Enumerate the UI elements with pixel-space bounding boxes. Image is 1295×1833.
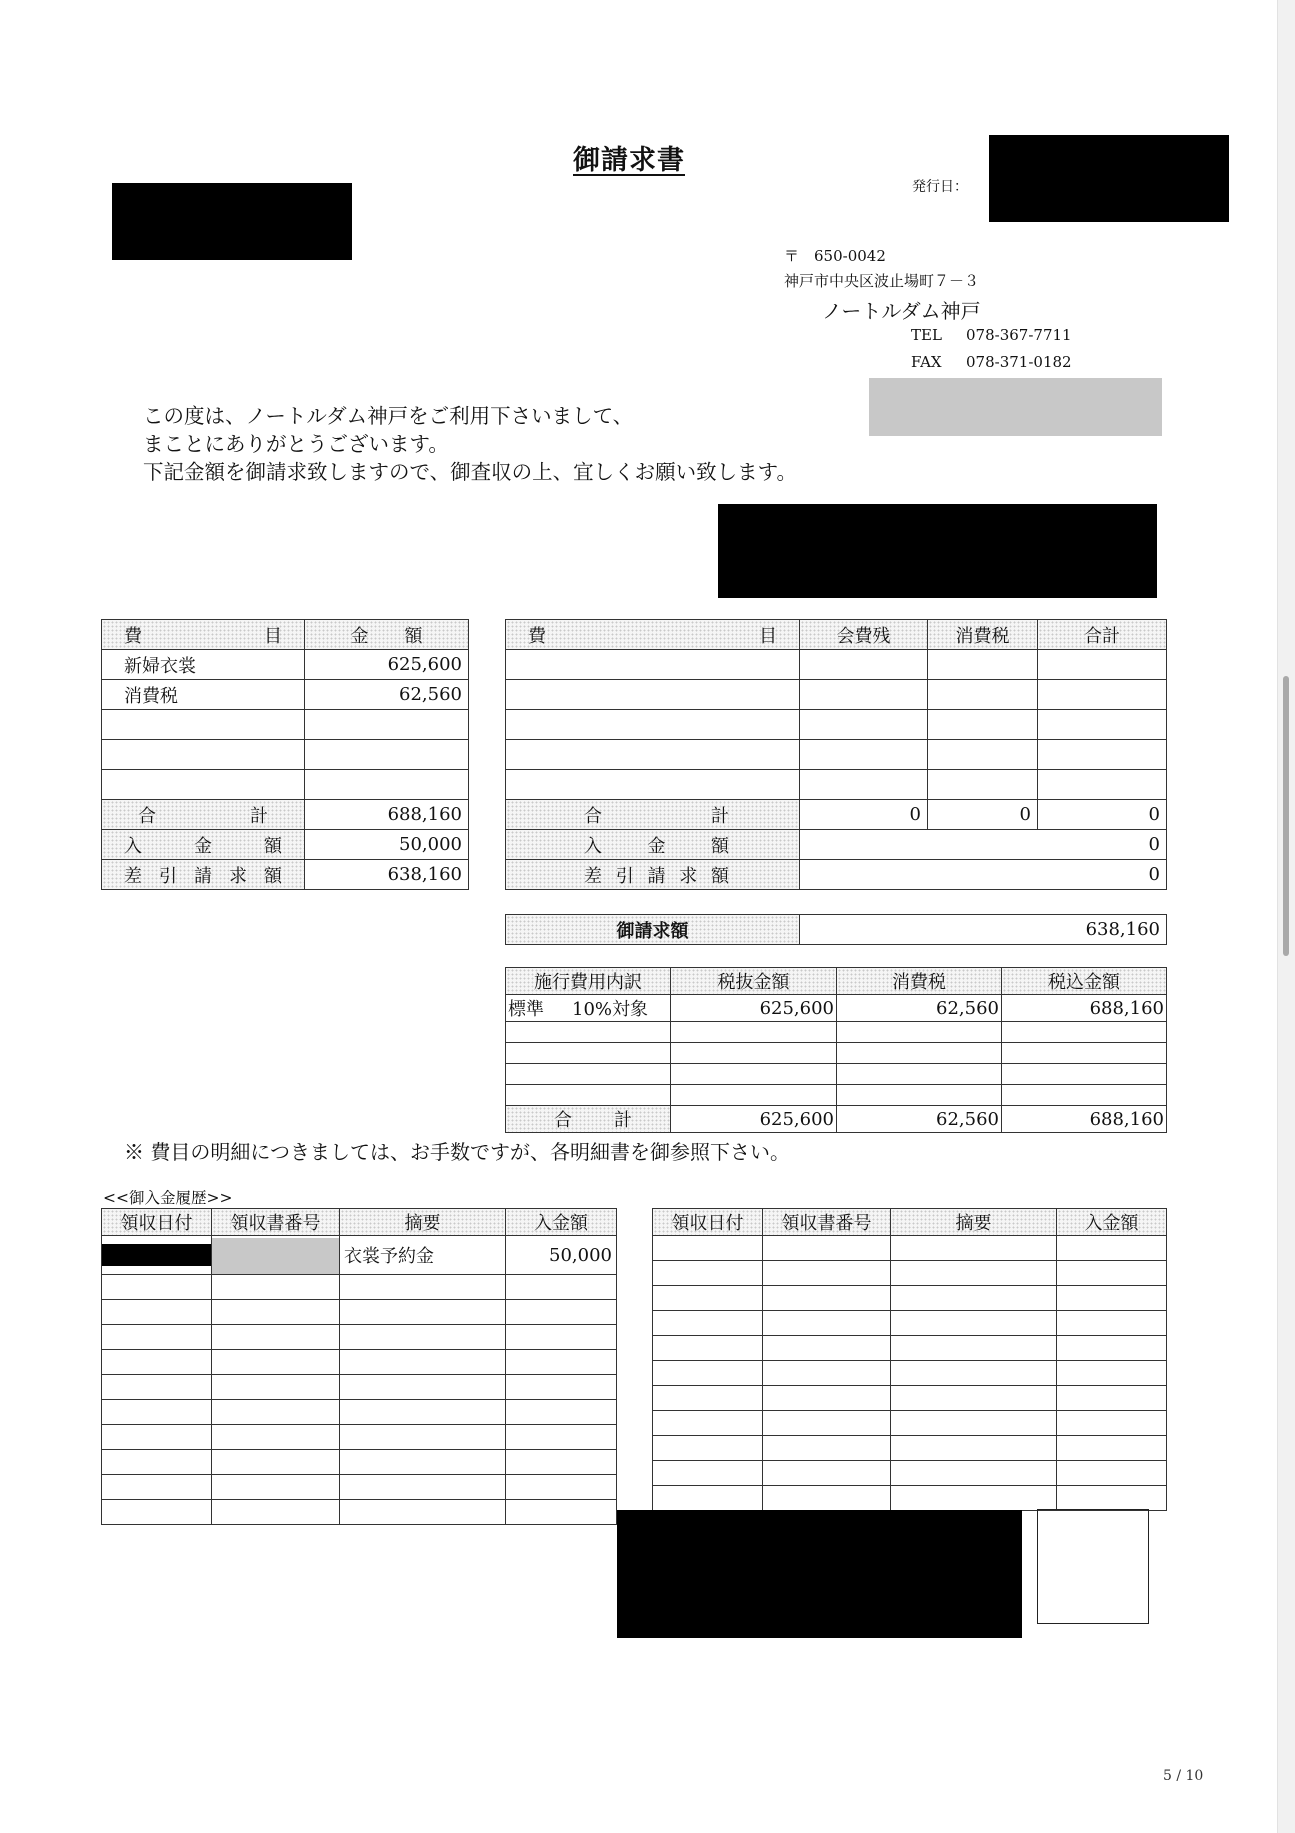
empty-cell	[1057, 1411, 1167, 1436]
empty-cell	[102, 1300, 212, 1325]
greeting-line: まことにありがとうございます。	[143, 432, 449, 456]
table-row	[102, 1475, 617, 1500]
empty-cell	[102, 1450, 212, 1475]
table-row	[506, 770, 1167, 800]
table-row	[102, 1350, 617, 1375]
empty-cell	[212, 1425, 340, 1450]
issuer-tel-label: TEL	[911, 326, 942, 344]
total-value: 0	[800, 800, 928, 830]
column-header: 摘要	[891, 1209, 1057, 1236]
table-header-row	[102, 620, 469, 650]
greeting-line: この度は、ノートルダム神戸をご利用下さいまして、	[143, 404, 634, 428]
invoice-amount-row	[506, 915, 1167, 945]
table-row	[653, 1361, 1167, 1386]
empty-cell	[653, 1236, 763, 1261]
table-row	[102, 770, 469, 800]
table-row	[506, 650, 1167, 680]
balance-label: 差引請求額	[102, 860, 305, 890]
empty-cell	[653, 1486, 763, 1511]
empty-cell	[506, 1325, 617, 1350]
empty-cell	[653, 1336, 763, 1361]
empty-cell	[305, 740, 469, 770]
empty-cell	[1038, 650, 1167, 680]
empty-cell	[928, 650, 1038, 680]
empty-cell	[763, 1436, 891, 1461]
empty-cell	[763, 1236, 891, 1261]
empty-cell	[102, 710, 305, 740]
total-amount: 688,160	[305, 800, 469, 830]
empty-cell	[1002, 1022, 1167, 1043]
table-row	[653, 1461, 1167, 1486]
total-incl: 688,160	[1002, 1106, 1167, 1133]
empty-cell	[506, 1375, 617, 1400]
empty-cell	[763, 1311, 891, 1336]
total-row	[506, 1106, 1167, 1133]
empty-cell	[671, 1085, 837, 1106]
payment-history-table-right	[652, 1208, 1167, 1511]
empty-cell	[653, 1311, 763, 1336]
empty-cell	[653, 1436, 763, 1461]
issuer-name: ノートルダム神戸	[822, 299, 981, 323]
empty-cell	[928, 770, 1038, 800]
balance-row	[506, 860, 1167, 890]
right-summary-table	[505, 619, 1167, 890]
empty-cell	[891, 1386, 1057, 1411]
total-excl: 625,600	[671, 1106, 837, 1133]
empty-cell	[671, 1043, 837, 1064]
column-header: 会費残	[800, 620, 928, 650]
empty-cell	[102, 1500, 212, 1525]
empty-cell	[212, 1300, 340, 1325]
empty-cell	[506, 1450, 617, 1475]
empty-cell	[928, 710, 1038, 740]
redacted-receipt-date	[102, 1244, 211, 1266]
table-row	[653, 1286, 1167, 1311]
empty-cell	[800, 740, 928, 770]
item-amount: 625,600	[305, 650, 469, 680]
table-row	[102, 1450, 617, 1475]
empty-cell	[212, 1500, 340, 1525]
table-row	[653, 1336, 1167, 1361]
empty-cell	[891, 1486, 1057, 1511]
column-header: 入金額	[506, 1209, 617, 1236]
empty-cell	[506, 1475, 617, 1500]
empty-cell	[891, 1461, 1057, 1486]
empty-cell	[212, 1475, 340, 1500]
empty-cell	[340, 1350, 506, 1375]
empty-cell	[891, 1436, 1057, 1461]
empty-cell	[340, 1475, 506, 1500]
empty-cell	[671, 1064, 837, 1085]
empty-cell	[837, 1085, 1002, 1106]
empty-cell	[506, 1400, 617, 1425]
empty-cell	[1057, 1236, 1167, 1261]
empty-cell	[800, 710, 928, 740]
payment-summary: 衣裳予約金	[340, 1236, 506, 1275]
greeting-text	[143, 402, 797, 486]
empty-cell	[928, 680, 1038, 710]
empty-cell	[891, 1336, 1057, 1361]
table-row	[102, 1325, 617, 1350]
page-indicator: 5 / 10	[1163, 1768, 1204, 1784]
table-row	[102, 1236, 617, 1275]
payment-history-label: <<御入金履歴>>	[103, 1189, 233, 1207]
total-label: 合 計	[506, 1106, 671, 1133]
paid-amount: 0	[800, 830, 1167, 860]
issue-date-label: 発行日：	[912, 179, 968, 195]
payment-history-table-left	[101, 1208, 617, 1525]
empty-cell	[763, 1486, 891, 1511]
paid-label: 入 金 額	[102, 830, 305, 860]
empty-cell	[653, 1286, 763, 1311]
empty-cell	[1038, 770, 1167, 800]
empty-cell	[1057, 1286, 1167, 1311]
tax-rate: 10%対象	[572, 999, 649, 1020]
empty-cell	[671, 1022, 837, 1043]
empty-cell	[891, 1411, 1057, 1436]
empty-cell	[763, 1336, 891, 1361]
empty-cell	[837, 1022, 1002, 1043]
total-label: 合 計	[506, 800, 800, 830]
column-header: 入金額	[1057, 1209, 1167, 1236]
empty-cell	[1057, 1311, 1167, 1336]
table-row	[653, 1261, 1167, 1286]
empty-cell	[1038, 710, 1167, 740]
empty-cell	[102, 1400, 212, 1425]
empty-cell	[506, 710, 800, 740]
redacted-signature-block	[617, 1510, 1022, 1638]
column-header: 費 目	[102, 620, 305, 650]
empty-cell	[1057, 1336, 1167, 1361]
greeting-line: 下記金額を御請求致しますので、御査収の上、宜しくお願い致します。	[143, 460, 797, 484]
column-header: 領収日付	[653, 1209, 763, 1236]
document-title: 御請求書	[573, 145, 685, 176]
item-name: 消費税	[102, 680, 305, 710]
table-row	[102, 1375, 617, 1400]
table-row	[102, 1300, 617, 1325]
empty-cell	[506, 1043, 671, 1064]
empty-cell	[506, 1022, 671, 1043]
table-header-row	[653, 1209, 1167, 1236]
paid-row	[102, 830, 469, 860]
table-row	[653, 1486, 1167, 1511]
empty-cell	[1002, 1085, 1167, 1106]
issuer-fax-label: FAX	[911, 353, 942, 371]
empty-cell	[340, 1425, 506, 1450]
empty-cell	[506, 770, 800, 800]
empty-cell	[102, 1350, 212, 1375]
scrollbar-thumb[interactable]	[1283, 676, 1289, 956]
table-row	[506, 1085, 1167, 1106]
empty-cell	[800, 770, 928, 800]
table-row	[506, 1022, 1167, 1043]
issuer-fax: 078-371-0182	[966, 353, 1072, 371]
table-row	[653, 1386, 1167, 1411]
issuer-postal-code: 〒 650-0042	[784, 247, 886, 265]
table-row	[102, 680, 469, 710]
table-row	[506, 710, 1167, 740]
column-header: 消費税	[837, 968, 1002, 995]
tax-breakdown-table	[505, 967, 1167, 1133]
empty-cell	[763, 1261, 891, 1286]
empty-cell	[102, 1425, 212, 1450]
total-row	[102, 800, 469, 830]
table-row	[102, 1425, 617, 1450]
empty-cell	[305, 710, 469, 740]
empty-cell	[891, 1236, 1057, 1261]
empty-cell	[212, 1450, 340, 1475]
empty-cell	[653, 1361, 763, 1386]
empty-cell	[837, 1064, 1002, 1085]
table-row	[506, 1064, 1167, 1085]
empty-cell	[102, 770, 305, 800]
tax-amount: 62,560	[837, 995, 1002, 1022]
table-row	[102, 1275, 617, 1300]
paid-row	[506, 830, 1167, 860]
empty-cell	[506, 1300, 617, 1325]
table-row	[506, 680, 1167, 710]
column-header: 税抜金額	[671, 968, 837, 995]
paid-amount: 50,000	[305, 830, 469, 860]
empty-cell	[102, 1275, 212, 1300]
column-header: 摘要	[340, 1209, 506, 1236]
empty-cell	[763, 1386, 891, 1411]
empty-cell	[1038, 680, 1167, 710]
column-header: 金 額	[305, 620, 469, 650]
column-header: 領収書番号	[212, 1209, 340, 1236]
empty-cell	[506, 680, 800, 710]
table-row	[653, 1436, 1167, 1461]
empty-cell	[763, 1411, 891, 1436]
empty-cell	[1057, 1386, 1167, 1411]
table-row	[653, 1236, 1167, 1261]
column-header: 費 目	[506, 620, 800, 650]
empty-cell	[305, 770, 469, 800]
redacted-issue-date	[989, 135, 1229, 222]
total-value: 0	[928, 800, 1038, 830]
empty-cell	[506, 740, 800, 770]
empty-cell	[1057, 1461, 1167, 1486]
empty-cell	[212, 1350, 340, 1375]
issuer-address: 神戸市中央区波止場町７－３	[784, 272, 980, 290]
table-row	[102, 650, 469, 680]
empty-cell	[763, 1461, 891, 1486]
table-row	[653, 1411, 1167, 1436]
receipt-number-cell	[212, 1236, 340, 1275]
empty-cell	[1057, 1436, 1167, 1461]
empty-cell	[891, 1286, 1057, 1311]
table-row	[102, 1500, 617, 1525]
balance-label: 差引請求額	[506, 860, 800, 890]
tax-incl-amount: 688,160	[1002, 995, 1167, 1022]
empty-cell	[1057, 1361, 1167, 1386]
empty-cell	[212, 1375, 340, 1400]
empty-cell	[891, 1261, 1057, 1286]
column-header: 消費税	[928, 620, 1038, 650]
paid-label: 入 金 額	[506, 830, 800, 860]
empty-cell	[891, 1361, 1057, 1386]
invoice-amount-table	[505, 914, 1167, 945]
payment-amount: 50,000	[506, 1236, 617, 1275]
tax-excl-amount: 625,600	[671, 995, 837, 1022]
empty-cell	[891, 1311, 1057, 1336]
invoice-amount-label: 御請求額	[506, 915, 800, 945]
empty-cell	[340, 1325, 506, 1350]
empty-cell	[506, 650, 800, 680]
total-tax: 62,560	[837, 1106, 1002, 1133]
total-row	[506, 800, 1167, 830]
empty-cell	[102, 1475, 212, 1500]
empty-cell	[340, 1500, 506, 1525]
invoice-amount-value: 638,160	[800, 915, 1167, 945]
empty-cell	[1057, 1486, 1167, 1511]
redacted-recipient-detail	[718, 504, 1157, 598]
table-row	[506, 1043, 1167, 1064]
empty-cell	[800, 680, 928, 710]
empty-cell	[506, 1064, 671, 1085]
empty-cell	[928, 740, 1038, 770]
table-header-row	[102, 1209, 617, 1236]
empty-cell	[800, 650, 928, 680]
empty-cell	[340, 1375, 506, 1400]
table-header-row	[506, 968, 1167, 995]
empty-cell	[506, 1500, 617, 1525]
empty-cell	[212, 1275, 340, 1300]
tax-category: 標準	[508, 999, 544, 1020]
empty-cell	[212, 1400, 340, 1425]
empty-cell	[837, 1043, 1002, 1064]
total-value: 0	[1038, 800, 1167, 830]
empty-cell	[340, 1300, 506, 1325]
redacted-recipient-name	[112, 183, 352, 260]
table-row	[653, 1311, 1167, 1336]
total-label: 合 計	[102, 800, 305, 830]
empty-cell	[763, 1361, 891, 1386]
empty-cell	[1002, 1043, 1167, 1064]
table-row	[506, 995, 1167, 1022]
empty-cell	[1002, 1064, 1167, 1085]
empty-cell	[102, 1325, 212, 1350]
balance-row	[102, 860, 469, 890]
column-header: 合計	[1038, 620, 1167, 650]
balance-amount: 638,160	[305, 860, 469, 890]
empty-cell	[102, 740, 305, 770]
empty-cell	[212, 1325, 340, 1350]
tax-category-cell	[506, 995, 671, 1022]
empty-cell	[506, 1085, 671, 1106]
issuer-tel: 078-367-7711	[966, 326, 1072, 344]
table-row	[506, 740, 1167, 770]
column-header: 施行費用内訳	[506, 968, 671, 995]
empty-cell	[506, 1275, 617, 1300]
column-header: 税込金額	[1002, 968, 1167, 995]
table-row	[102, 1400, 617, 1425]
empty-cell	[340, 1275, 506, 1300]
empty-cell	[506, 1350, 617, 1375]
column-header: 領収日付	[102, 1209, 212, 1236]
empty-cell	[102, 1375, 212, 1400]
empty-cell	[763, 1286, 891, 1311]
table-row	[102, 740, 469, 770]
redacted-receipt-number	[212, 1238, 339, 1274]
empty-cell	[340, 1400, 506, 1425]
table-header-row	[506, 620, 1167, 650]
item-name: 新婦衣裳	[102, 650, 305, 680]
empty-cell	[653, 1386, 763, 1411]
redacted-issuer-seal	[869, 378, 1162, 436]
empty-cell	[653, 1261, 763, 1286]
empty-cell	[1057, 1261, 1167, 1286]
empty-cell	[653, 1461, 763, 1486]
left-summary-table	[101, 619, 469, 890]
empty-cell	[506, 1425, 617, 1450]
balance-amount: 0	[800, 860, 1167, 890]
empty-cell	[340, 1450, 506, 1475]
empty-cell	[653, 1411, 763, 1436]
item-amount: 62,560	[305, 680, 469, 710]
empty-cell	[1038, 740, 1167, 770]
stamp-box	[1037, 1509, 1149, 1624]
receipt-date-cell	[102, 1236, 212, 1275]
details-notice: ※ 費目の明細につきましては、お手数ですが、各明細書を御参照下さい。	[124, 1140, 790, 1164]
column-header: 領収書番号	[763, 1209, 891, 1236]
table-row	[102, 710, 469, 740]
